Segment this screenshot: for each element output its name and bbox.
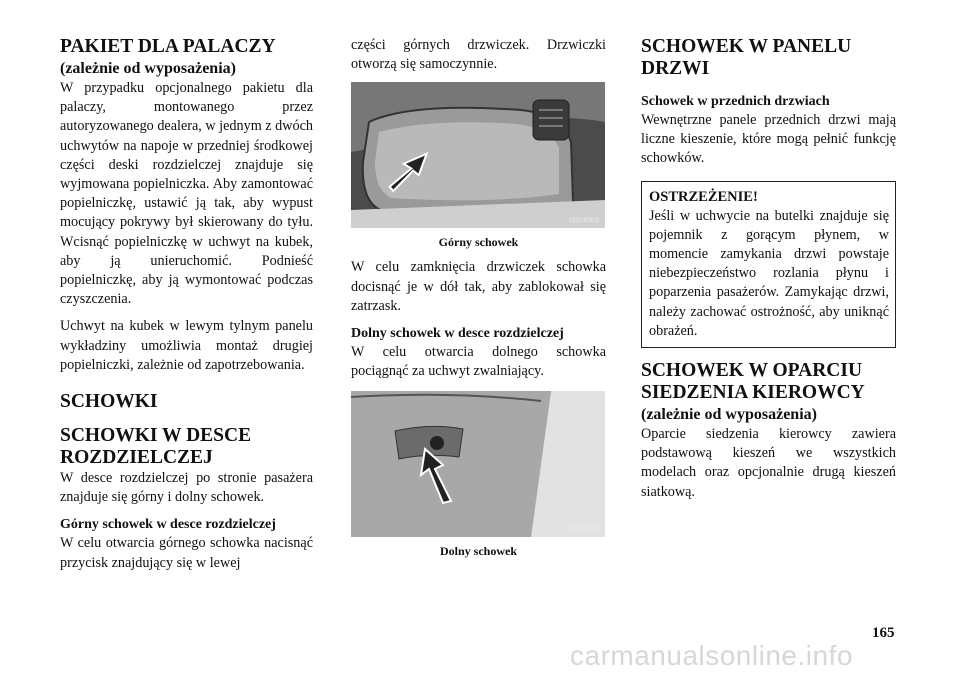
heading-smokers-package-sub: (zależnie od wyposażenia) <box>60 60 236 77</box>
heading-door-storage: SCHOWEK W PANELU DRZWI <box>641 36 852 79</box>
figure-lower-glovebox <box>351 391 605 537</box>
column-right <box>641 36 896 502</box>
page-number: 165 <box>872 625 895 641</box>
heading-lower-glovebox: Dolny schowek w desce rozdzielczej <box>351 326 564 342</box>
figure-number-upper: 035235303 <box>568 218 599 225</box>
heading-storage: SCHOWKI <box>60 391 158 413</box>
lower-glovebox-illustration <box>351 391 605 537</box>
paragraph-smokers-2: Uchwyt na kubek w lewym tylnym panelu wykładziny umożliwia montaż drugiej popielniczki, zależnie od zapotrzebowania. <box>60 318 313 373</box>
heading-smokers-package: PAKIET DLA PALACZY <box>60 36 276 57</box>
heading-seatback-storage-sub: (zależnie od wyposażenia) <box>641 406 817 424</box>
paragraph-upper-glovebox-cont: części górnych drzwiczek. Drzwiczki otworzą się samoczynnie. <box>351 37 606 73</box>
heading-upper-glovebox: Górny schowek w desce rozdzielczej <box>60 517 276 533</box>
upper-glovebox-illustration <box>351 82 605 228</box>
heading-seatback-storage: SCHOWEK W OPARCIU SIEDZENIA KIEROWCY <box>641 360 865 404</box>
column-left <box>60 36 313 573</box>
paragraph-upper-glovebox: W celu otwarcia górnego schowka nacisnąć przycisk znajdujący się w lewej <box>60 535 313 571</box>
paragraph-dash-storage: W desce rozdzielczej po stronie pasażera znajduje się górny i dolny schowek. <box>60 470 313 506</box>
warning-text: Jeśli w uchwycie na butelki znajduje się pojemnik z gorącym płynem, w momencie zamykania drzwi powstaje niebezpieczeństwo rozlania płynu i poparzenia pasażerów. Zamykając drzwi, należy zachować ostrożność, aby uniknąć obrażeń. <box>649 207 889 339</box>
paragraph-seatback-storage: Oparcie siedzenia kierowcy zawiera podstawową kieszeń we wszystkich modelach oraz opcjonalnie drugą kieszeń siatkową. <box>641 426 896 500</box>
warning-title: OSTRZEŻENIE! <box>649 188 758 205</box>
watermark: carmanualsonline.info <box>570 640 853 671</box>
paragraph-smokers-1: W przypadku opcjonalnego pakietu dla palaczy, montowanego przez autoryzowanego dealera, w jednym z dwóch uchwytów na napoje w przedniej środkowej części deski rozdzielczej znajduje się wyjmowana popielniczka. Aby zamontować popielniczkę, ustawić ją tak, aby wypust mocujący pokrywy był skierowany do tyłu. Wcisnąć popielniczkę w uchwyt na kubek, aby ją unieruchomić. Podnieść popielniczkę, aby ją wymontować podczas czyszczenia. <box>60 80 313 308</box>
figure-number-lower: 035235304 <box>568 527 599 534</box>
caption-lower-glovebox: Dolny schowek <box>439 544 517 559</box>
paragraph-lower-glovebox: W celu otwarcia dolnego schowka pociągnąć za uchwyt zwalniający. <box>351 344 606 380</box>
caption-upper-glovebox: Górny schowek <box>438 235 519 250</box>
heading-dash-storage: SCHOWKI W DESCE ROZDZIELCZEJ <box>60 425 252 469</box>
figure-upper-glovebox <box>351 82 605 228</box>
heading-front-door-storage: Schowek w przednich drzwiach <box>641 94 830 109</box>
column-middle <box>351 36 606 559</box>
warning-box <box>641 181 896 348</box>
paragraph-door-storage: Wewnętrzne panele przednich drzwi mają liczne kieszenie, które mogą pełnić funkcję schowków. <box>641 112 896 167</box>
paragraph-close-glovebox: W celu zamknięcia drzwiczek schowka docisnąć je w dół tak, aby zablokował się zatrzask. <box>351 259 606 314</box>
